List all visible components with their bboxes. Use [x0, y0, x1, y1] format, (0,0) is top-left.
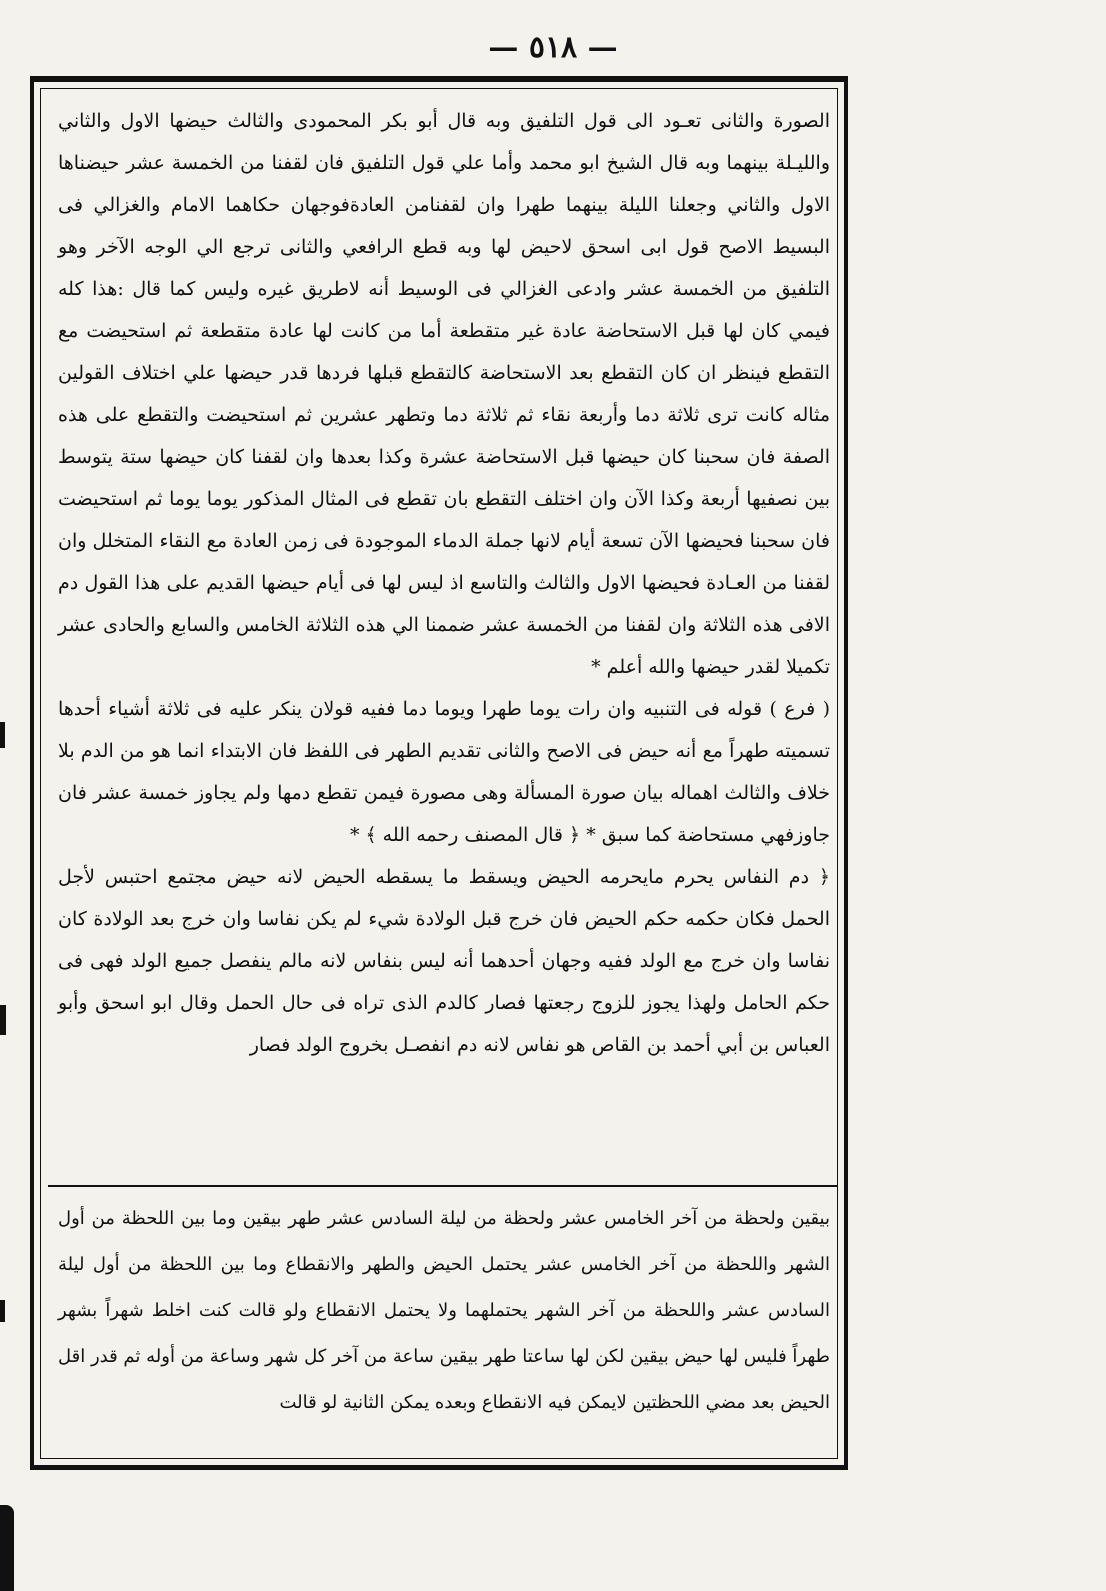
scan-edge-mark	[0, 722, 5, 748]
footnote-separator	[48, 1185, 838, 1187]
footnote-body	[58, 1196, 830, 1426]
scan-edge-mark	[0, 1300, 5, 1322]
main-text-body	[58, 100, 830, 1066]
main-paragraph-2: ( فرع ) قوله فى التنبيه وان رات يوما طهرا ويوما دما ففيه قولان ينكر عليه فى ثلاثة أشياء أحدها تسميته طهراً مع أنه حيض فى الاصح والثانى تقديم الطهر فى اللفظ فان الابتداء انما هو من الدم بلا خلاف والثالث اهماله بيان صورة المسألة وهى مصورة فيمن تقطع دمها ولم يجاوز خمسة عشر فان جاوزفهي مستحاضة كما سبق * ﴿ قال المصنف رحمه الله ﴾ *	[58, 698, 830, 846]
main-paragraph-3: ﴿ دم النفاس يحرم مايحرمه الحيض ويسقط ما يسقطه الحيض لانه حيض مجتمع احتبس لأجل الحمل فكان حكمه حكم الحيض فان خرج قبل الولادة شيء لم يكن نفاسا وان خرج بعد الولادة كان نفاسا وان خرج مع الولد ففيه وجهان أحدهما أنه ليس بنفاس لانه مالم ينفصل جميع الولد فهى فى حكم الحامل ولهذا يجوز للزوج رجعتها فصار كالدم الذى تراه فى حال الحمل وقال ابو اسحق وأبو العباس بن أبي أحمد بن القاص هو نفاس لانه دم انفصـل بخروج الولد فصار	[58, 866, 830, 1056]
scan-edge-mark	[0, 1505, 14, 1591]
main-paragraph-1: الصورة والثانى تعـود الى قول التلفيق وبه قال أبو بكر المحمودى والثالث حيضها الاول والثاني والليـلة بينهما وبه قال الشيخ ابو محمد وأما علي قول التلفيق فان لقفنا من الخمسة عشر حيضناها الاول والثاني وجعلنا الليلة بينهما طهرا وان لقفنامن العادةفوجهان حكاهما الامام والغزالي فى البسيط الاصح قول ابى اسحق لاحيض لها وبه قطع الرافعي والثانى ترجع الي الوجه الآخر وهو التلفيق من الخمسة عشر وادعى الغزالي فى الوسيط أنه لاطريق غيره وليس كما قال :هذا كله فيمي كان لها قبل الاستحاضة عادة غير متقطعة أما من كانت لها عادة متقطعة ثم استحيضت مع التقطع فينظر ان كان التقطع بعد الاستحاضة كالتقطع قبلها فردها قدر حيضها علي اختلاف القولين مثاله كانت ترى ثلاثة دما وأربعة نقاء ثم ثلاثة دما وتطهر عشرين ثم استحيضت والتقطع على هذه الصفة فان سحبنا كان حيضها قبل الاستحاضة عشرة وكذا بعدها وان لقفنا كان حيضها ستة يتوسط بين نصفيها أربعة وكذا الآن وان اختلف التقطع بان تقطع فى المثال المذكور يوما يوما ثم استحيضت فان سحبنا فحيضها الآن تسعة أيام لانها جملة الدماء الموجودة فى زمن العادة مع النقاء المتخلل وان لقفنا من العـادة فحيضها الاول والثالث والتاسع اذ ليس لها فى أيام حيضها القديم على هذا القول دم الافى هذه الثلاثة وان لقفنا من الخمسة عشر ضممنا الي هذه الثلاثة الخامس والسابع والحادى عشر تكميلا لقدر حيضها والله أعلم *	[58, 110, 830, 678]
page-number: — ٥١٨ —	[488, 30, 618, 65]
footnote-paragraph: بيقين ولحظة من آخر الخامس عشر ولحظة من ليلة السادس عشر طهر بيقين وما بين اللحظة من أول الشهر واللحظة من آخر الخامس عشر يحتمل الحيض والطهر والانقطاع وما بين اللحظة من أول ليلة السادس عشر واللحظة من آخر الشهر يحتملهما ولا يحتمل الانقطاع ولو قالت كنت اخلط شهراً بشهر طهراً فليس لها حيض بيقين لكن لها ساعتا طهر بيقين ساعة من آخر كل شهر وساعة من أوله ثم قدر اقل الحيض بعد مضي اللحظتين لايمكن فيه الانقطاع وبعده يمكن الثانية لو قالت	[57, 1208, 830, 1413]
scan-edge-mark	[0, 1005, 6, 1035]
